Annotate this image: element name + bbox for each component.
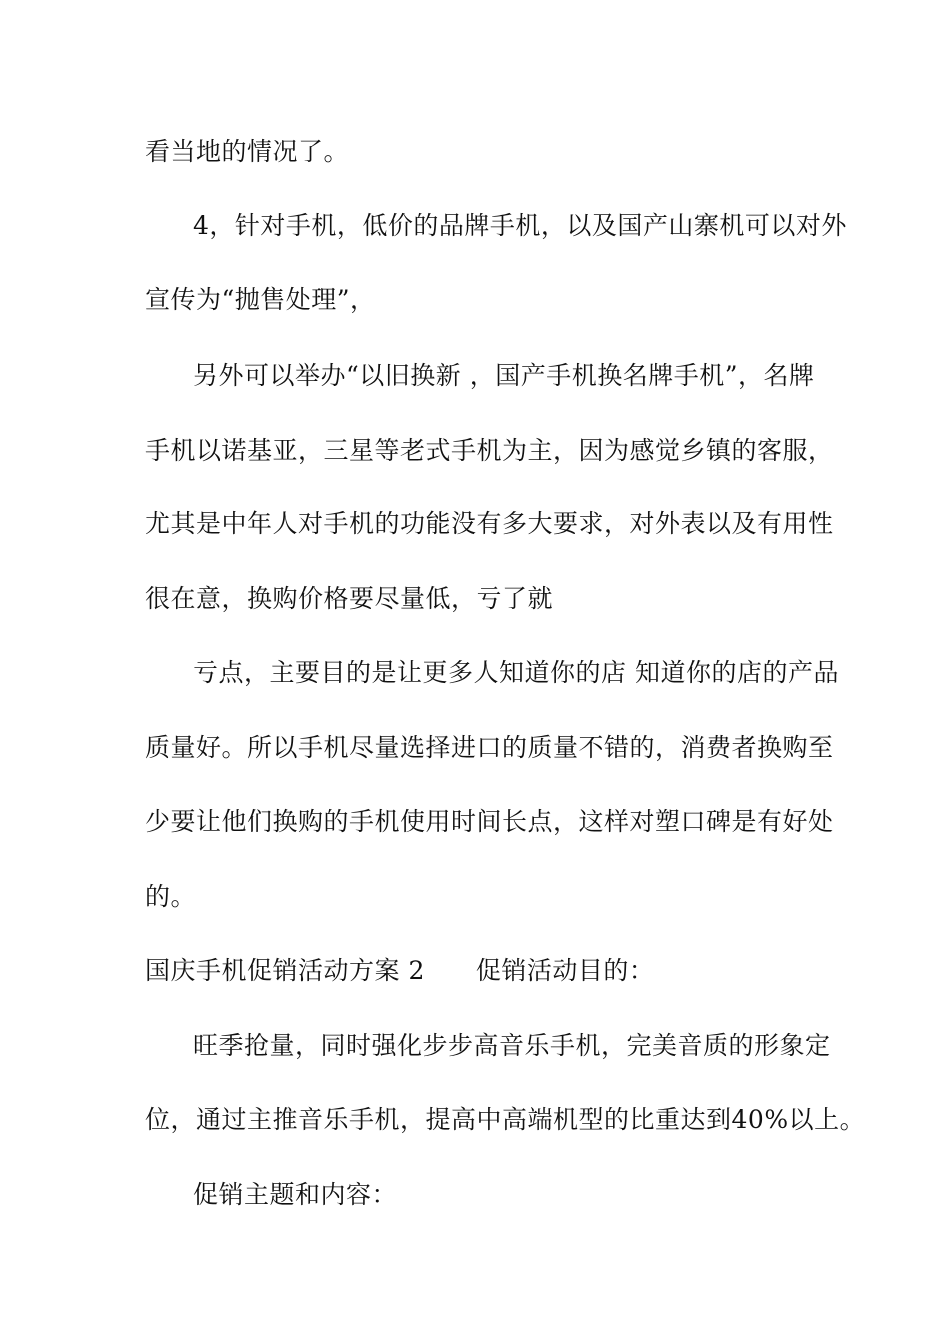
text-line: 少要让他们换购的手机使用时间长点，这样对塑口碑是有好处	[145, 807, 834, 836]
text-line: 的。	[145, 882, 197, 911]
text-line: 尤其是中年人对手机的功能没有多大要求，对外表以及有用性	[145, 509, 834, 538]
text-line: 看当地的情况了。	[145, 137, 350, 166]
text-line: 位，通过主推音乐手机，提高中高端机型的比重达到40%以上。	[145, 1105, 866, 1134]
text-line: 另外可以举办“以旧换新 ，国产手机换名牌手机”，名牌	[193, 361, 815, 390]
text-line: 很在意，换购价格要尽量低，亏了就	[145, 584, 554, 613]
text-line: 4，针对手机，低价的品牌手机，以及国产山寨机可以对外	[193, 211, 847, 240]
section-heading: 国庆手机促销活动方案 2 促销活动目的：	[145, 956, 655, 985]
text-line: 手机以诺基亚，三星等老式手机为主，因为感觉乡镇的客服，	[145, 436, 834, 465]
text-line: 促销主题和内容：	[193, 1180, 398, 1209]
text-line: 质量好。所以手机尽量选择进口的质量不错的，消费者换购至	[145, 733, 834, 762]
text-line: 亏点，主要目的是让更多人知道你的店 知道你的店的产品	[193, 658, 839, 687]
text-line: 宣传为“抛售处理”，	[145, 285, 376, 314]
text-line: 旺季抢量，同时强化步步高音乐手机，完美音质的形象定	[193, 1031, 831, 1060]
